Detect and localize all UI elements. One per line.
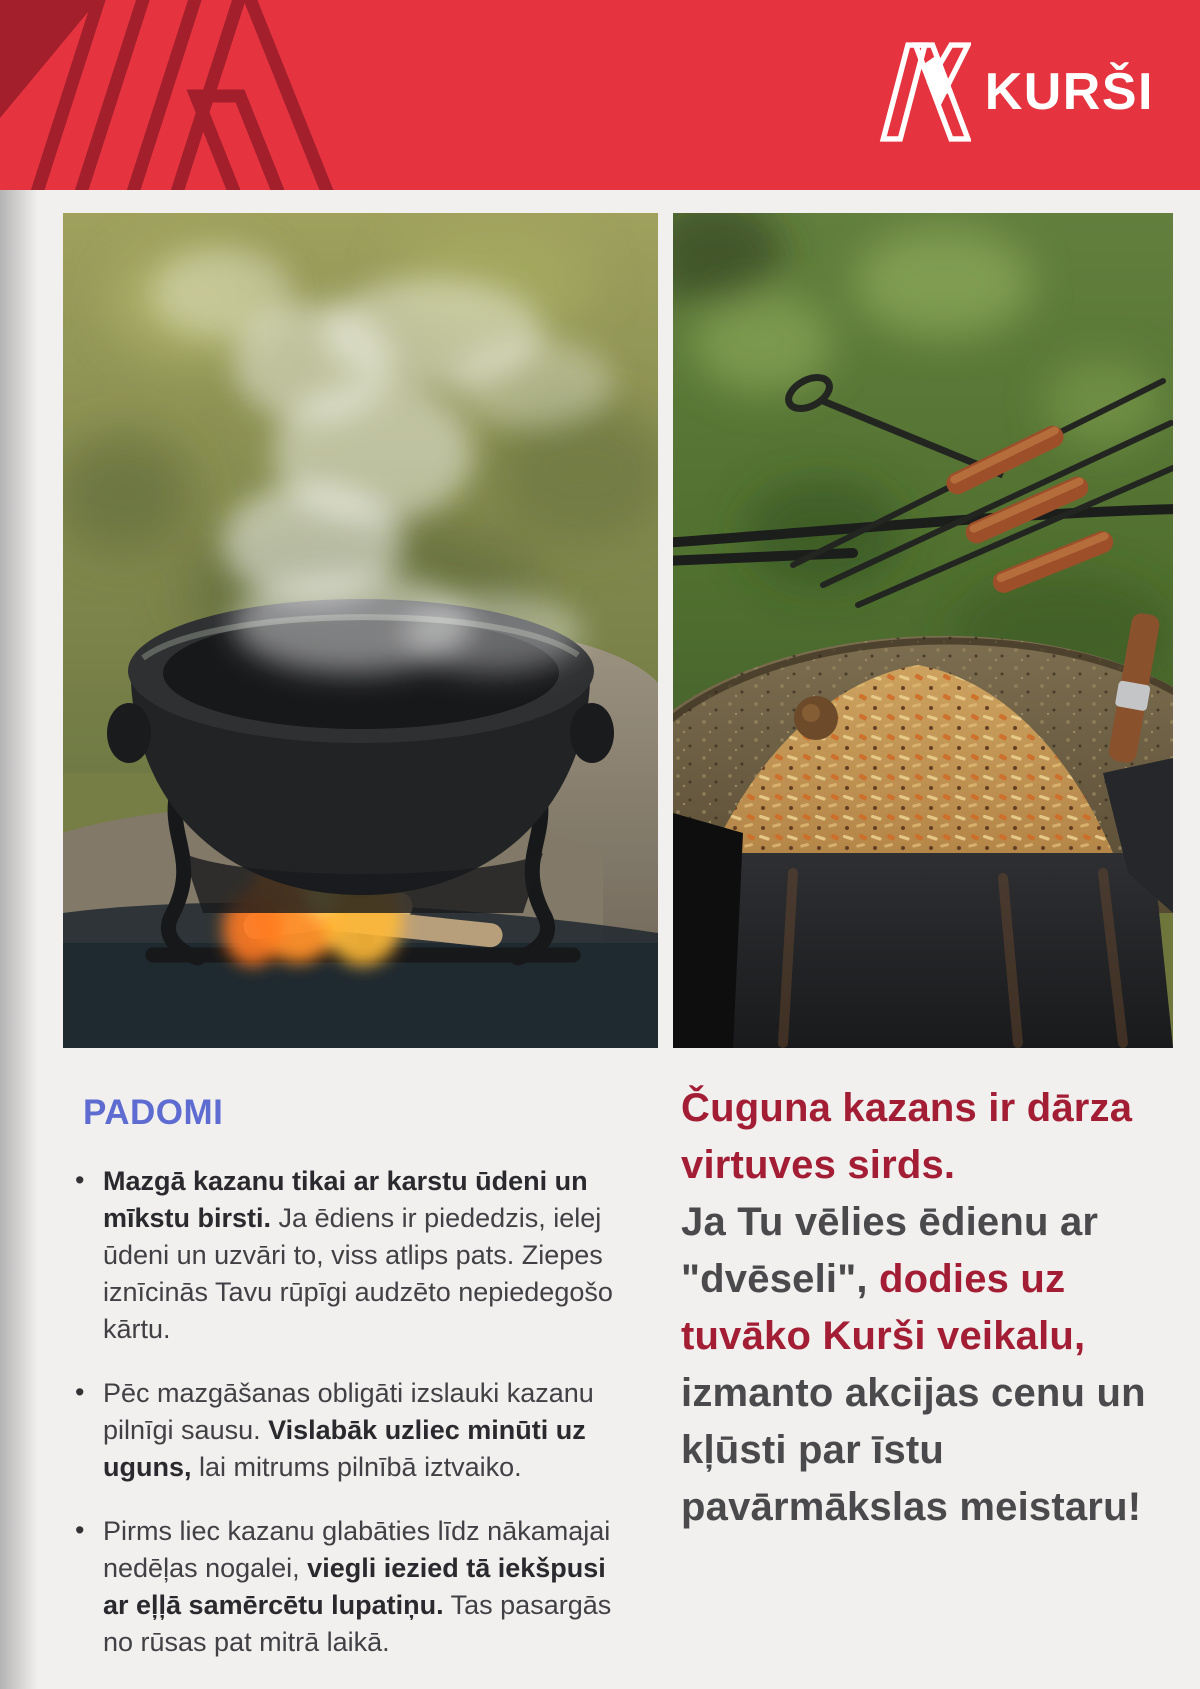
tip-text-segment: Mazgā kazanu tikai ar karstu ūdeni un mīkstu birsti. <box>103 1165 588 1233</box>
pilaf-kazan-illustration <box>673 213 1173 1048</box>
promo-text <box>681 1080 1193 1536</box>
promo-text-segment: izmanto akcijas cenu un kļūsti par īstu pavārmākslas meistaru! <box>681 1371 1146 1529</box>
photo-kazan-pilaf <box>673 213 1173 1048</box>
bullet-marker: • <box>75 1376 85 1407</box>
left-edge-shadow <box>0 190 38 1689</box>
kazan-fire-illustration <box>63 213 658 1048</box>
bullet-marker: • <box>75 1514 85 1545</box>
promo-text-segment: Čuguna kazans ir dārza virtuves sirds. <box>681 1086 1133 1187</box>
kursi-logo <box>871 40 1154 144</box>
brand-name: KURŠI <box>984 63 1154 121</box>
promo-text-segment: Ja Tu vēlies ēdienu ar "dvēseli", <box>681 1200 1099 1301</box>
brand-pattern-decoration <box>0 0 360 190</box>
tip-text-segment: viegli iezied tā iekšpusi ar eļļā samērcētu lupatiņu. <box>103 1552 606 1620</box>
promo-section <box>681 1080 1193 1536</box>
promo-text-segment: dodies uz tuvāko Kurši veikalu, <box>681 1257 1086 1358</box>
tips-heading: PADOMI <box>83 1093 224 1132</box>
tip-text-segment: Vislabāk uzliec minūti uz uguns, <box>103 1414 586 1482</box>
bullet-marker: • <box>75 1164 85 1195</box>
photo-kazan-fire <box>63 213 658 1048</box>
header-banner <box>0 0 1200 190</box>
tip-item <box>75 1513 625 1661</box>
tip-text-segment: Ja ēdiens ir piededzis, ielej ūdeni un uzvāri to, viss atlips pats. Ziepes iznīcinās Tavu rūpīgi audzēto nepiedegošo kārtu. <box>103 1202 613 1344</box>
tips-list <box>63 1163 625 1661</box>
tip-text-segment: lai mitrums pilnībā iztvaiko. <box>191 1451 522 1482</box>
tip-text-segment: Pēc mazgāšanas obligāti izslauki kazanu pilnīgi sausu. <box>103 1377 594 1445</box>
tip-item <box>75 1375 625 1486</box>
kursi-k-monogram-icon <box>871 40 971 144</box>
tip-item <box>75 1163 625 1348</box>
tips-section <box>63 1094 625 1688</box>
tip-text-segment: Tas pasargās no rūsas pat mitrā laikā. <box>103 1589 612 1657</box>
tip-text-segment: Pirms liec kazanu glabāties līdz nākamajai nedēļas nogalei, <box>103 1515 611 1583</box>
